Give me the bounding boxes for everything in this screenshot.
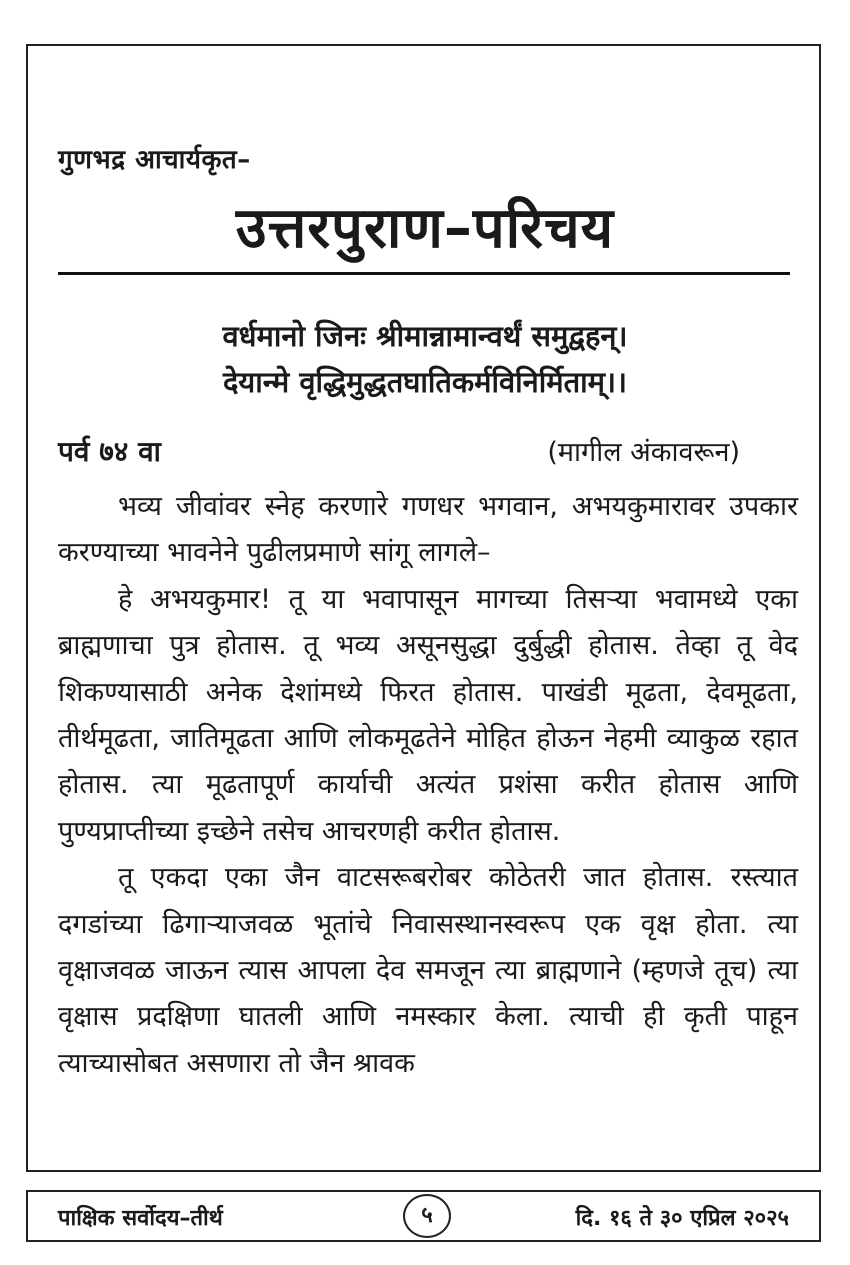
continued-note: (मागील अंकावरून) bbox=[547, 437, 740, 468]
verse-line-1: वर्धमानो जिनः श्रीमान्नामान्वर्थं समुद्वहन्। bbox=[222, 319, 628, 353]
publication-name: पाक्षिक सर्वोदय–तीर्थ bbox=[58, 1206, 223, 1231]
page-footer bbox=[26, 1190, 821, 1242]
title-divider bbox=[58, 272, 790, 275]
issue-date: दि. १६ ते ३० एप्रिल २०२५ bbox=[575, 1206, 789, 1231]
verse-line-2: देयान्मे वृद्धिमुद्धतघातिकर्मविनिर्मिताम्।। bbox=[222, 365, 627, 399]
page-title: उत्तरपुराण–परिचय bbox=[235, 196, 615, 261]
author-subtitle: गुणभद्र आचार्यकृत– bbox=[58, 145, 251, 175]
paragraph: हे अभयकुमार! तू या भवापासून मागच्या तिसऱ्या भवामध्ये एका ब्राह्मणाचा पुत्र होतास. तू भव्य असूनसुद्धा दुर्बुद्धी होतास. तेव्हा तू वेद शिकण्यासाठी अनेक देशांमध्ये फिरत होतास. पाखंडी मूढता, देवमूढता, तीर्थमूढता, जातिमूढता आणि लोकमूढतेने मोहित होऊन नेहमी व्याकुळ रहात होतास. त्या मूढतापूर्ण कार्याची अत्यंत प्रशंसा करीत होतास आणि पुण्यप्राप्तीच्या इच्छेने तसेच आचरणही करीत होतास. bbox=[58, 583, 798, 847]
section-heading: पर्व ७४ वा bbox=[58, 435, 161, 468]
paragraph: भव्य जीवांवर स्नेह करणारे गणधर भगवान, अभयकुमारावर उपकार करण्याच्या भावनेने पुढीलप्रमाणे सांगू लागले– bbox=[58, 491, 798, 569]
paragraph: तू एकदा एका जैन वाटसरूबरोबर कोठेतरी जात होतास. रस्त्यात दगडांच्या ढिगाऱ्याजवळ भूतांचे निवासस्थानस्वरूप एक वृक्ष होता. त्या वृक्षाजवळ जाऊन त्यास आपला देव समजून त्या ब्राह्मणाने (म्हणजे तूच) त्या वृक्षास प्रदक्षिणा घातली आणि नमस्कार केला. त्याची ही कृती पाहून त्याच्यासोबत असणारा तो जैन श्रावक bbox=[58, 862, 798, 1079]
article-body bbox=[58, 484, 798, 1087]
page-number: ५ bbox=[403, 1194, 451, 1238]
